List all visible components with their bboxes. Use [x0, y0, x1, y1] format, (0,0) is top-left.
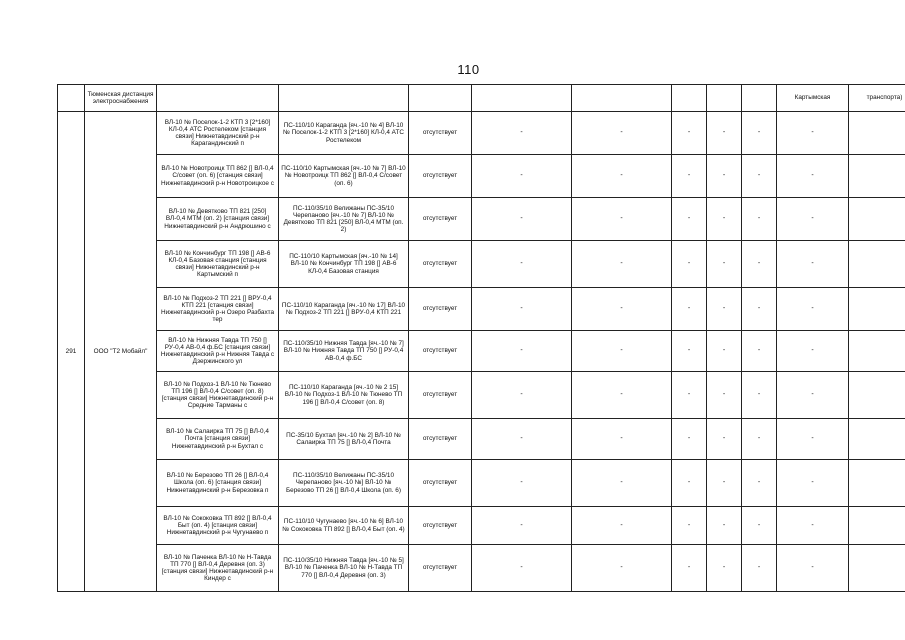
value-cell: -: [742, 545, 777, 592]
status-cell: отсутствует: [409, 507, 472, 545]
value-cell: -: [707, 460, 742, 507]
value-cell: -: [572, 507, 672, 545]
value-cell: -: [707, 155, 742, 198]
value-cell: -: [742, 331, 777, 372]
value-cell: -: [672, 241, 707, 288]
feed-description: ПС-110/35/10 Нижняя Тавда [яч.-10 № 5] ВЛ-10 № Паченка ВЛ-10 № Н-Тавда ТП 770 [] ВЛ-0,4 Деревня (оп. 3): [279, 545, 409, 592]
value-cell: -: [572, 545, 672, 592]
value-cell: -: [672, 112, 707, 155]
table-row: [58, 198, 905, 241]
value-cell: -: [742, 507, 777, 545]
table-row: [58, 419, 905, 460]
value-cell: -: [572, 241, 672, 288]
value-cell: -: [572, 288, 672, 331]
value-cell: -: [672, 419, 707, 460]
empty-cell: [849, 198, 905, 241]
line-description: ВЛ-10 № Сококовка ТП 892 [] ВЛ-0,4 Быт (оп. 4) [станция связи] Нижнетавдинский р-н Чугунаево п: [157, 507, 279, 545]
empty-cell: [849, 112, 905, 155]
feed-description: ПС-110/10 Караганда [яч.-10 № 17] ВЛ-10 № Подхоз-2 ТП 221 [] ВРУ-0,4 КТП 221: [279, 288, 409, 331]
value-cell: -: [672, 507, 707, 545]
status-cell: отсутствует: [409, 331, 472, 372]
value-cell: -: [742, 419, 777, 460]
value-cell: -: [742, 241, 777, 288]
value-cell: -: [777, 241, 849, 288]
value-cell: -: [472, 331, 572, 372]
row-number: 291: [58, 112, 85, 592]
value-cell: -: [572, 331, 672, 372]
value-cell: -: [742, 155, 777, 198]
status-cell: отсутствует: [409, 545, 472, 592]
value-cell: -: [707, 507, 742, 545]
feed-description: ПС-35/10 Бухтал [яч.-10 № 2] ВЛ-10 № Салаирка ТП 75 [] ВЛ-0,4 Почта: [279, 419, 409, 460]
value-cell: -: [742, 372, 777, 419]
value-cell: -: [777, 507, 849, 545]
status-cell: отсутствует: [409, 460, 472, 507]
status-cell: отсутствует: [409, 372, 472, 419]
value-cell: -: [672, 372, 707, 419]
value-cell: -: [707, 198, 742, 241]
empty-cell: [849, 372, 905, 419]
value-cell: -: [742, 460, 777, 507]
status-cell: отсутствует: [409, 241, 472, 288]
value-cell: -: [707, 288, 742, 331]
table-row: [58, 460, 905, 507]
line-description: ВЛ-10 № Нижняя Тавда ТП 750 [] РУ-0,4 АВ-0,4 ф.БС [станция связи] Нижнетавдинский р-н Нижняя Тавда с Дзержинского ул: [157, 331, 279, 372]
value-cell: -: [742, 112, 777, 155]
line-description: ВЛ-10 № Кончинбург ТП 198 [] АВ-6 КЛ-0,4 Базовая станция [станция связи] Нижнетавдинский р-н Картымский п: [157, 241, 279, 288]
value-cell: -: [472, 507, 572, 545]
table-row: [58, 288, 905, 331]
value-cell: -: [777, 198, 849, 241]
page-number: 110: [457, 62, 480, 77]
value-cell: -: [777, 155, 849, 198]
feed-description: ПС-110/10 Картымская [яч.-10 № 14] ВЛ-10 № Кончинбург ТП 198 [] АВ-6 КЛ-0,4 Базовая станция: [279, 241, 409, 288]
empty-cell: [849, 507, 905, 545]
table-row: [58, 372, 905, 419]
value-cell: -: [572, 112, 672, 155]
value-cell: -: [672, 198, 707, 241]
value-cell: -: [672, 460, 707, 507]
value-cell: -: [742, 288, 777, 331]
value-cell: -: [572, 372, 672, 419]
line-description: ВЛ-10 № Новотроицк ТП 862 [] ВЛ-0,4 С/совет (оп. 6) [станция связи] Нижнетавдинский р-н Новотроицкое с: [157, 155, 279, 198]
table-row: [58, 331, 905, 372]
status-cell: отсутствует: [409, 112, 472, 155]
header-col-transport: транспорта): [849, 85, 905, 112]
value-cell: -: [777, 419, 849, 460]
value-cell: -: [572, 460, 672, 507]
empty-cell: [849, 288, 905, 331]
value-cell: -: [472, 112, 572, 155]
table-row: [58, 545, 905, 592]
value-cell: -: [672, 545, 707, 592]
value-cell: -: [777, 460, 849, 507]
header-col-district: Тюменская дистанция электроснабжения: [85, 85, 157, 112]
header-row: [58, 85, 905, 112]
value-cell: -: [707, 372, 742, 419]
table-row: [58, 112, 905, 155]
empty-cell: [849, 331, 905, 372]
value-cell: -: [472, 545, 572, 592]
header-col-kartymskaya: Картымская: [777, 85, 849, 112]
table-row: [58, 241, 905, 288]
line-description: ВЛ-10 № Подхоз-2 ТП 221 [] ВРУ-0,4 КТП 221 [станция связи] Нижнетавдинский р-н Озеро Разбахта тер: [157, 288, 279, 331]
line-description: ВЛ-10 № Поселок-1-2 КТП 3 [2*160] КЛ-0,4 АТС Ростелеком [станция связи] Нижнетавдинский р-н Карагандинский п: [157, 112, 279, 155]
value-cell: -: [707, 545, 742, 592]
line-description: ВЛ-10 № Девятково ТП 821 [250] ВЛ-0,4 МТМ (оп. 2) [станция связи] Нижнетавдинский р-н Андрюшино с: [157, 198, 279, 241]
empty-cell: [849, 419, 905, 460]
value-cell: -: [472, 198, 572, 241]
status-cell: отсутствует: [409, 155, 472, 198]
organization-name: ООО "Т2 Мобайл": [85, 112, 157, 592]
table-row: [58, 155, 905, 198]
feed-description: ПС-110/10 Караганда [яч.-10 № 2 15] ВЛ-10 № Подхоз-1 ВЛ-10 № Тюнево ТП 196 [] ВЛ-0,4 С/совет (оп. 8): [279, 372, 409, 419]
empty-cell: [849, 241, 905, 288]
empty-cell: [849, 460, 905, 507]
value-cell: -: [672, 155, 707, 198]
feed-description: ПС-110/10 Чугунаево [яч.-10 № 6] ВЛ-10 № Сококовка ТП 892 [] ВЛ-0,4 Быт (оп. 4): [279, 507, 409, 545]
value-cell: -: [572, 419, 672, 460]
feed-description: ПС-110/10 Караганда [яч.-10 № 4] ВЛ-10 № Поселок-1-2 КТП 3 [2*160] КЛ-0,4 АТС Ростелеком: [279, 112, 409, 155]
value-cell: -: [472, 155, 572, 198]
value-cell: -: [777, 112, 849, 155]
value-cell: -: [742, 198, 777, 241]
value-cell: -: [707, 241, 742, 288]
feed-description: ПС-110/35/10 Велижаны ПС-35/10 Черепаново [яч.-10 №] ВЛ-10 № Березово ТП 26 [] ВЛ-0,4 Школа (оп. 6): [279, 460, 409, 507]
value-cell: -: [672, 331, 707, 372]
value-cell: -: [472, 419, 572, 460]
status-cell: отсутствует: [409, 419, 472, 460]
table-row: [58, 507, 905, 545]
empty-cell: [849, 545, 905, 592]
line-description: ВЛ-10 № Подхоз-1 ВЛ-10 № Тюнево ТП 196 [] ВЛ-0,4 С/совет (оп. 8) [станция связи] Нижнетавдинский р-н Средние Тарманы с: [157, 372, 279, 419]
status-cell: отсутствует: [409, 288, 472, 331]
data-table: [57, 84, 905, 592]
value-cell: -: [707, 112, 742, 155]
value-cell: -: [777, 331, 849, 372]
value-cell: -: [472, 460, 572, 507]
line-description: ВЛ-10 № Паченка ВЛ-10 № Н-Тавда ТП 770 [] ВЛ-0,4 Деревня (оп. 3) [станция связи] Нижнетавдинский р-н Киндер с: [157, 545, 279, 592]
value-cell: -: [472, 372, 572, 419]
empty-cell: [849, 155, 905, 198]
value-cell: -: [777, 545, 849, 592]
value-cell: -: [472, 288, 572, 331]
value-cell: -: [707, 331, 742, 372]
status-cell: отсутствует: [409, 198, 472, 241]
value-cell: -: [472, 241, 572, 288]
value-cell: -: [777, 372, 849, 419]
value-cell: -: [672, 288, 707, 331]
feed-description: ПС-110/10 Картымская [яч.-10 № 7] ВЛ-10 № Новотроицк ТП 862 [] ВЛ-0,4 С/совет (оп. 6): [279, 155, 409, 198]
feed-description: ПС-110/35/10 Велижаны ПС-35/10 Черепаново [яч.-10 № 7] ВЛ-10 № Девятково ТП 821 [250] ВЛ-0,4 МТМ (оп. 2): [279, 198, 409, 241]
line-description: ВЛ-10 № Салаирка ТП 75 [] ВЛ-0,4 Почта [станция связи] Нижнетавдинский р-н Бухтал с: [157, 419, 279, 460]
line-description: ВЛ-10 № Березово ТП 26 [] ВЛ-0,4 Школа (оп. 6) [станция связи] Нижнетавдинский р-н Березовка п: [157, 460, 279, 507]
value-cell: -: [777, 288, 849, 331]
value-cell: -: [707, 419, 742, 460]
value-cell: -: [572, 198, 672, 241]
feed-description: ПС-110/35/10 Нижняя Тавда [яч.-10 № 7] ВЛ-10 № Нижняя Тавда ТП 750 [] РУ-0,4 АВ-0,4 ф.БС: [279, 331, 409, 372]
value-cell: -: [572, 155, 672, 198]
